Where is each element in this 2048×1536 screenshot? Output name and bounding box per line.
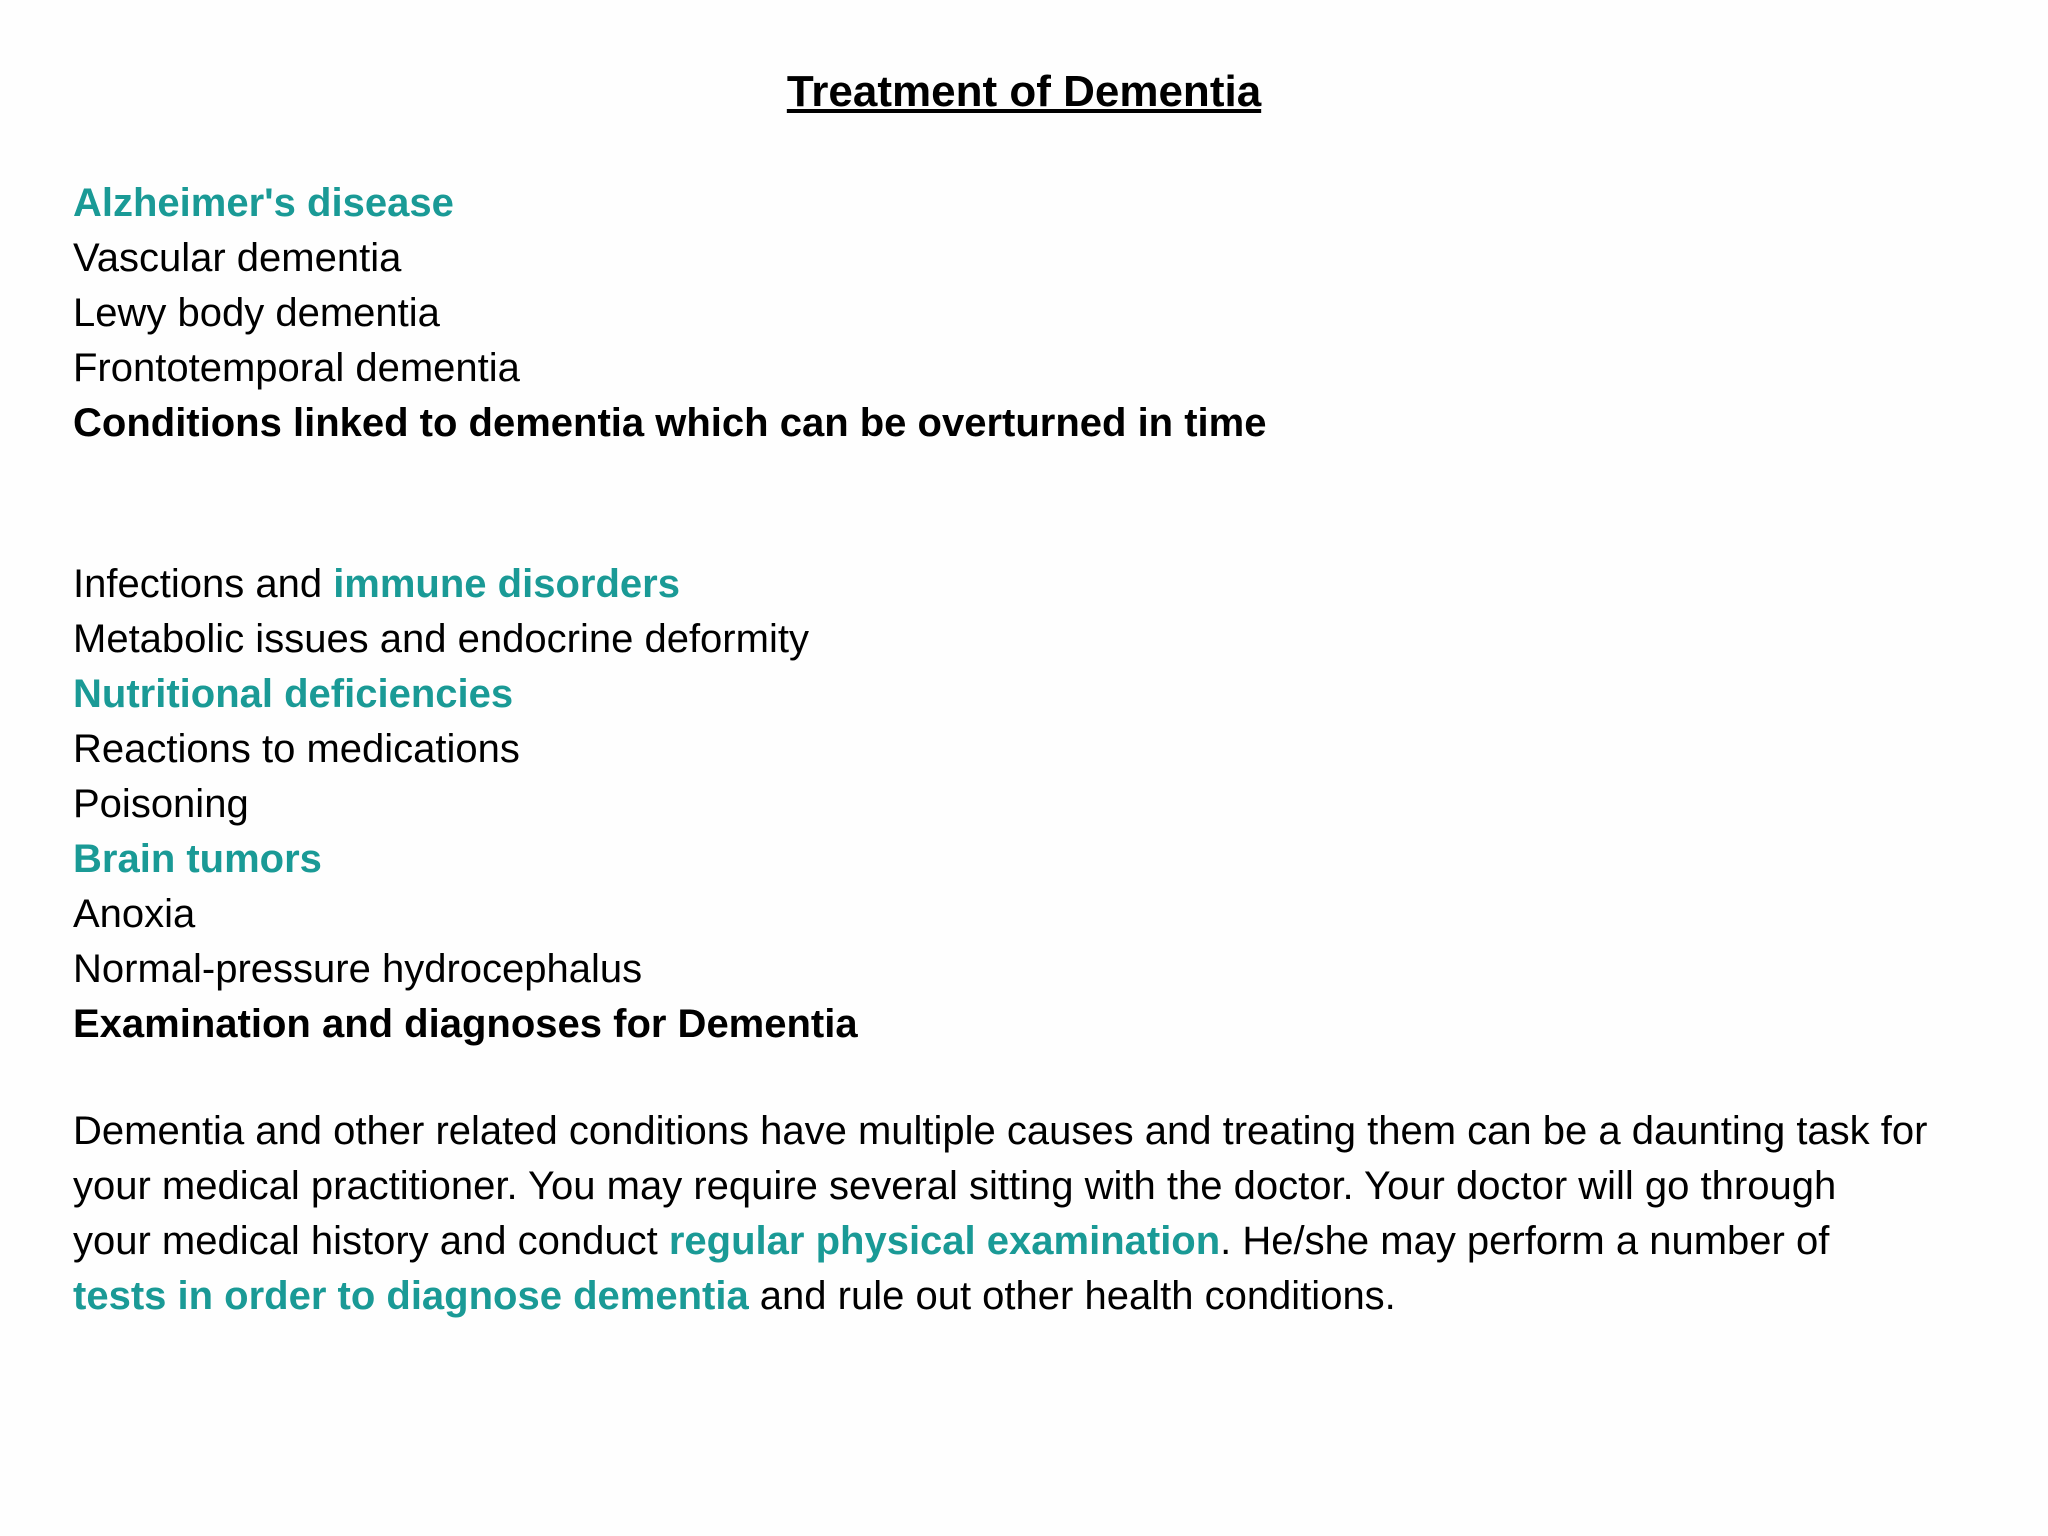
paragraph-line-3-prefix: your medical history and conduct (73, 1219, 669, 1263)
alzheimers-link[interactable]: Alzheimer's disease (73, 181, 454, 225)
conditions-list (73, 557, 858, 1052)
list-item-vascular: Vascular dementia (73, 236, 402, 280)
list-item-medications: Reactions to medications (73, 727, 520, 771)
examination-heading: Examination and diagnoses for Dementia (73, 1002, 858, 1046)
paragraph-line-3-suffix: . He/she may perform a number of (1220, 1219, 1830, 1263)
physical-examination-link[interactable]: regular physical examination (668, 1219, 1221, 1263)
list-item-frontotemporal: Frontotemporal dementia (73, 346, 520, 390)
paragraph-line-4-suffix: and rule out other health conditions. (748, 1274, 1396, 1318)
paragraph-line-4 (73, 1269, 2033, 1324)
nutritional-deficiencies-link[interactable]: Nutritional deficiencies (73, 672, 514, 716)
diagnose-tests-link[interactable]: tests in order to diagnose dementia (73, 1274, 749, 1318)
page-title: Treatment of Dementia (786, 67, 1262, 116)
list-item-poisoning: Poisoning (73, 782, 249, 826)
immune-disorders-link[interactable]: immune disorders (333, 562, 680, 606)
paragraph-line-2: your medical practitioner. You may require several sitting with the doctor. Your doctor will go through (73, 1164, 1837, 1208)
diagnosis-paragraph (73, 1104, 2033, 1324)
dementia-types-list (73, 176, 1266, 451)
list-item-infections (73, 557, 858, 612)
brain-tumors-link[interactable]: Brain tumors (73, 837, 322, 881)
reversible-conditions-heading: Conditions linked to dementia which can be overturned in time (73, 401, 1267, 445)
paragraph-line-1: Dementia and other related conditions have multiple causes and treating them can be a daunting task for (73, 1109, 1928, 1153)
list-item-lewy-body: Lewy body dementia (73, 291, 440, 335)
list-item-hydrocephalus: Normal-pressure hydrocephalus (73, 947, 643, 991)
list-item-metabolic: Metabolic issues and endocrine deformity (73, 617, 809, 661)
paragraph-line-3 (73, 1214, 2033, 1269)
list-item-anoxia: Anoxia (73, 892, 196, 936)
infections-text: Infections and (73, 562, 334, 606)
